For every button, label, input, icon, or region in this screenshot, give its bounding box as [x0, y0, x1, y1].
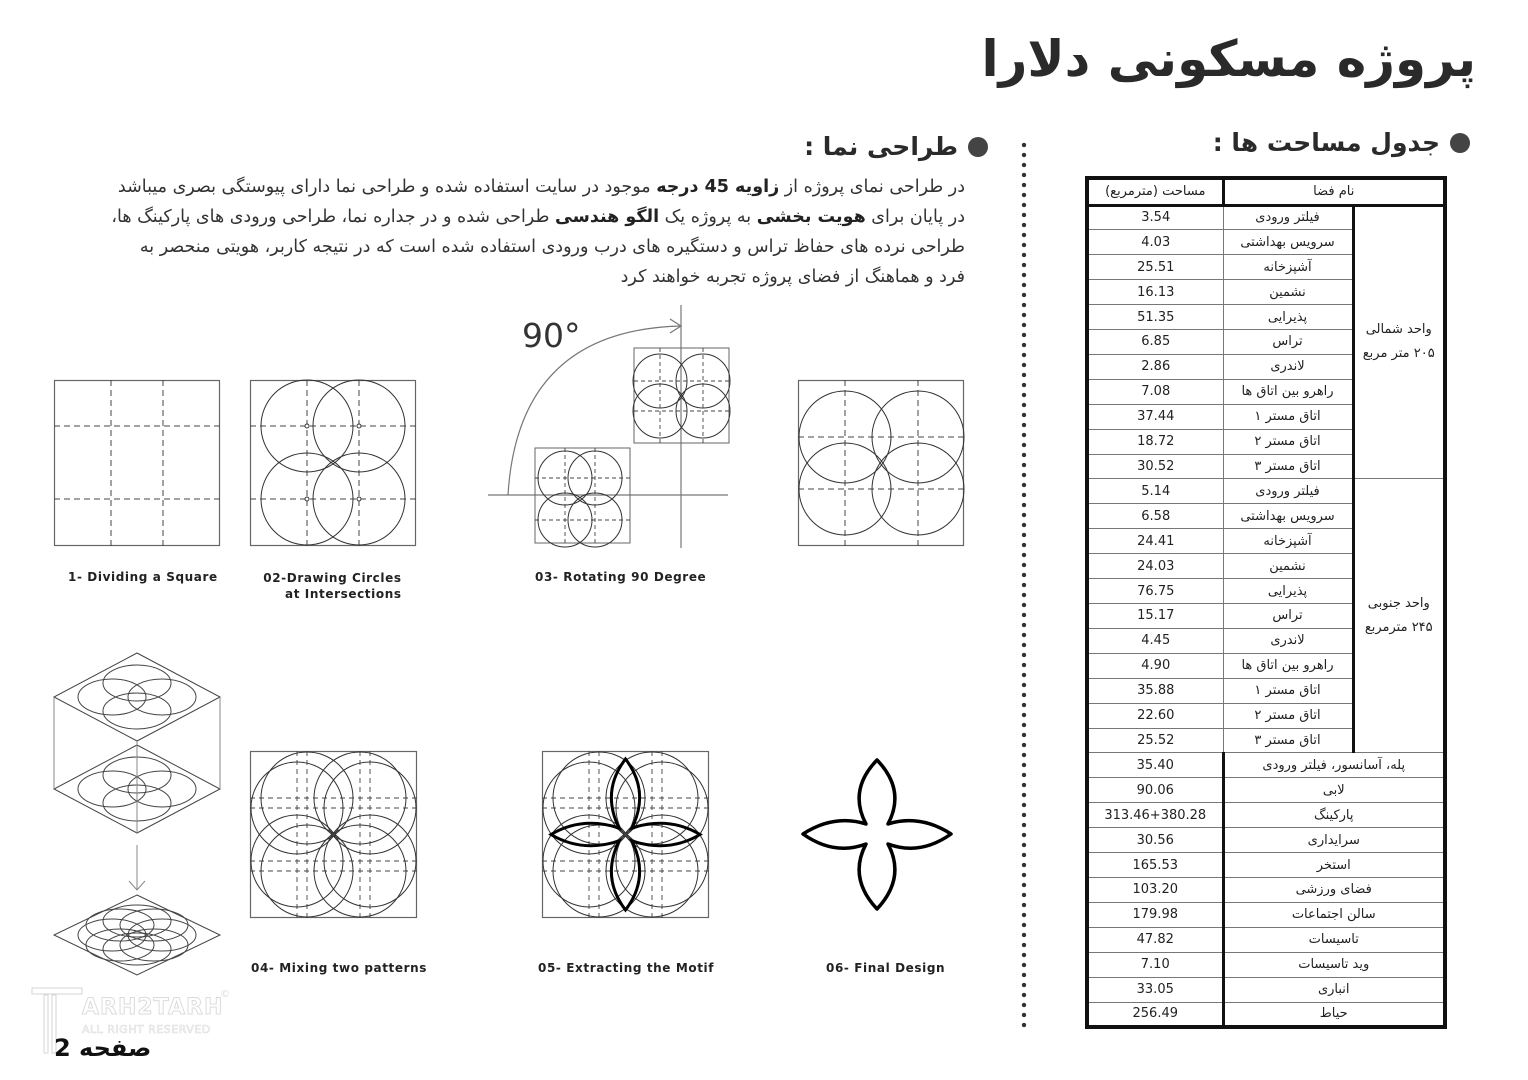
unit-group-label: [1353, 205, 1445, 479]
space-name-cell: سالن اجتماعات: [1223, 902, 1445, 927]
table-header-row: [1087, 178, 1445, 205]
caption-step1: 1- Dividing a Square: [68, 570, 218, 584]
facade-heading: [804, 132, 988, 161]
area-value-cell: 4.03: [1087, 230, 1223, 255]
space-name-cell: فیلتر ورودی: [1223, 205, 1353, 230]
space-name-cell: لابی: [1223, 778, 1445, 803]
area-value-cell: 7.10: [1087, 952, 1223, 977]
space-name-cell: پذیرایی: [1223, 305, 1353, 330]
text-run: در پایان برای: [865, 207, 965, 227]
space-name-cell: تراس: [1223, 330, 1353, 355]
space-name-cell: پذیرایی: [1223, 579, 1353, 604]
header-area: مساحت (مترمربع): [1087, 178, 1223, 205]
text-run: موجود در سایت استفاده شده و طراحی نما دارای پیوستگی بصری میباشد: [117, 177, 657, 197]
area-value-cell: 7.08: [1087, 379, 1223, 404]
text-bold: هویت بخشی: [756, 207, 866, 227]
facade-line-3: طراحی نرده های حفاظ تراس و دستگیره های درب ورودی استفاده شده است که در نتیجه کاربر، هویتی منحصر به: [139, 237, 965, 257]
area-value-cell: 15.17: [1087, 604, 1223, 629]
space-name-cell: پله، آسانسور، فیلتر ورودی: [1223, 753, 1445, 778]
space-name-cell: اتاق مستر ۲: [1223, 703, 1353, 728]
table-row: [1087, 753, 1445, 778]
area-value-cell: 25.51: [1087, 255, 1223, 280]
space-name-cell: اتاق مستر ۱: [1223, 678, 1353, 703]
rotated-grid-graphic: [798, 380, 964, 546]
space-name-cell: آشپزخانه: [1223, 255, 1353, 280]
diagram-dividing-square: [54, 380, 220, 546]
caption-step2: [263, 570, 402, 602]
space-name-cell: حیاط: [1223, 1002, 1445, 1027]
caption-step4: 04- Mixing two patterns: [251, 961, 428, 975]
unit-group-label: [1353, 479, 1445, 753]
isometric-graphic: [50, 645, 225, 985]
drawing-circles-graphic: [250, 380, 416, 546]
space-name-cell: پارکینگ: [1223, 803, 1445, 828]
unit-name: واحد جنوبی: [1367, 595, 1430, 611]
diagram-final-design: [800, 756, 955, 914]
area-value-cell: 35.88: [1087, 678, 1223, 703]
mixing-patterns-graphic: [250, 751, 417, 918]
area-value-cell: 25.52: [1087, 728, 1223, 753]
diagram-rotating: [488, 300, 738, 550]
table-row: [1087, 1002, 1445, 1027]
facade-line-2: [45, 202, 965, 232]
page-title: پروژه مسکونی دلارا: [981, 30, 1476, 88]
unit-total-area: ۲۰۵ متر مربع: [1362, 346, 1435, 362]
area-value-cell: 37.44: [1087, 404, 1223, 429]
area-value-cell: 18.72: [1087, 429, 1223, 454]
extracting-motif-graphic: [542, 751, 709, 918]
table-row: [1087, 927, 1445, 952]
table-row: [1087, 479, 1445, 504]
header-space-name: نام فضا: [1223, 178, 1445, 205]
facade-line-4: فرد و هماهنگ از فضای پروژه تجربه خواهند کرد: [620, 267, 965, 287]
space-name-cell: انباری: [1223, 977, 1445, 1002]
watermark-subtext: ALL RIGHT RESERVED: [82, 1023, 211, 1036]
area-table-heading-text: جدول مساحت ها :: [1212, 128, 1440, 157]
area-value-cell: 22.60: [1087, 703, 1223, 728]
table-row: [1087, 205, 1445, 230]
space-name-cell: نشمین: [1223, 280, 1353, 305]
space-name-cell: اتاق مستر ۳: [1223, 454, 1353, 479]
caption-step3: 03- Rotating 90 Degree: [535, 570, 707, 584]
table-row: [1087, 952, 1445, 977]
diagram-drawing-circles: [250, 380, 416, 546]
space-name-cell: نشمین: [1223, 554, 1353, 579]
area-table-heading: [1213, 128, 1470, 157]
angle-label: 90°: [522, 316, 581, 355]
space-name-cell: استخر: [1223, 853, 1445, 878]
area-value-cell: 2.86: [1087, 354, 1223, 379]
space-name-cell: تاسیسات: [1223, 927, 1445, 952]
area-value-cell: 24.41: [1087, 529, 1223, 554]
area-value-cell: 30.52: [1087, 454, 1223, 479]
table-row: [1087, 902, 1445, 927]
area-value-cell: 6.58: [1087, 504, 1223, 529]
area-value-cell: 51.35: [1087, 305, 1223, 330]
area-value-cell: 76.75: [1087, 579, 1223, 604]
space-name-cell: فضای ورزشی: [1223, 877, 1445, 902]
area-value-cell: 256.49: [1087, 1002, 1223, 1027]
final-motif-icon: [800, 756, 955, 914]
diagram-isometric: [50, 645, 225, 985]
area-value-cell: 16.13: [1087, 280, 1223, 305]
area-value-cell: 90.06: [1087, 778, 1223, 803]
area-value-cell: 179.98: [1087, 902, 1223, 927]
space-name-cell: لاندری: [1223, 354, 1353, 379]
area-value-cell: 3.54: [1087, 205, 1223, 230]
dotted-divider: [1021, 140, 1027, 1030]
space-name-cell: فیلتر ورودی: [1223, 479, 1353, 504]
caption-step5: 05- Extracting the Motif: [538, 961, 715, 975]
space-name-cell: راهرو بین اتاق ها: [1223, 653, 1353, 678]
table-row: [1087, 803, 1445, 828]
space-name-cell: وید تاسیسات: [1223, 952, 1445, 977]
bullet-icon: [1450, 133, 1470, 153]
diagram-rotated-grid: [798, 380, 964, 546]
caption-step2-line1: 02-Drawing Circles: [263, 571, 402, 585]
text-run: در طراحی نمای پروژه از: [779, 177, 965, 197]
text-run: به پروژه یک: [659, 207, 757, 227]
area-value-cell: 5.14: [1087, 479, 1223, 504]
space-name-cell: آشپزخانه: [1223, 529, 1353, 554]
table-row: [1087, 778, 1445, 803]
area-value-cell: 313.46+380.28: [1087, 803, 1223, 828]
watermark-text: ARH2TARH: [82, 995, 224, 1020]
area-value-cell: 4.45: [1087, 628, 1223, 653]
space-name-cell: سرویس بهداشتی: [1223, 504, 1353, 529]
space-name-cell: اتاق مستر ۲: [1223, 429, 1353, 454]
facade-heading-text: طراحی نما :: [804, 132, 958, 161]
space-name-cell: سرایداری: [1223, 828, 1445, 853]
page-number: صفحه 2: [54, 1034, 152, 1062]
dividing-square-graphic: [54, 380, 220, 546]
space-name-cell: سرویس بهداشتی: [1223, 230, 1353, 255]
caption-step2-line2: at Intersections: [285, 587, 402, 601]
text-run: طراحی شده و در جداره نما، طراحی ورودی های پارکینگ ها،: [111, 207, 555, 227]
table-row: [1087, 853, 1445, 878]
caption-step6: 06- Final Design: [826, 961, 946, 975]
area-value-cell: 47.82: [1087, 927, 1223, 952]
facade-description: [45, 172, 965, 292]
unit-total-area: ۲۴۵ مترمربع: [1364, 619, 1433, 635]
square-original: [535, 448, 630, 547]
table-row: [1087, 828, 1445, 853]
area-value-cell: 103.20: [1087, 877, 1223, 902]
space-name-cell: راهرو بین اتاق ها: [1223, 379, 1353, 404]
table-row: [1087, 977, 1445, 1002]
copyright-icon: ©: [220, 989, 230, 1000]
table-body: [1087, 205, 1445, 1027]
area-value-cell: 4.90: [1087, 653, 1223, 678]
area-value-cell: 33.05: [1087, 977, 1223, 1002]
text-bold: الگو هندسی: [554, 207, 660, 227]
diagram-mixing-patterns: [250, 751, 417, 918]
diagram-extracting-motif: [542, 751, 709, 918]
area-value-cell: 24.03: [1087, 554, 1223, 579]
space-name-cell: اتاق مستر ۳: [1223, 728, 1353, 753]
area-value-cell: 35.40: [1087, 753, 1223, 778]
area-value-cell: 30.56: [1087, 828, 1223, 853]
space-name-cell: اتاق مستر ۱: [1223, 404, 1353, 429]
bullet-icon: [968, 137, 988, 157]
table-row: [1087, 877, 1445, 902]
facade-line-1: [45, 172, 965, 202]
area-value-cell: 6.85: [1087, 330, 1223, 355]
area-value-cell: 165.53: [1087, 853, 1223, 878]
text-bold: زاویه 45 درجه: [656, 177, 780, 197]
space-name-cell: لاندری: [1223, 628, 1353, 653]
unit-name: واحد شمالی: [1365, 322, 1432, 338]
space-name-cell: تراس: [1223, 604, 1353, 629]
area-table: [1085, 176, 1447, 1029]
